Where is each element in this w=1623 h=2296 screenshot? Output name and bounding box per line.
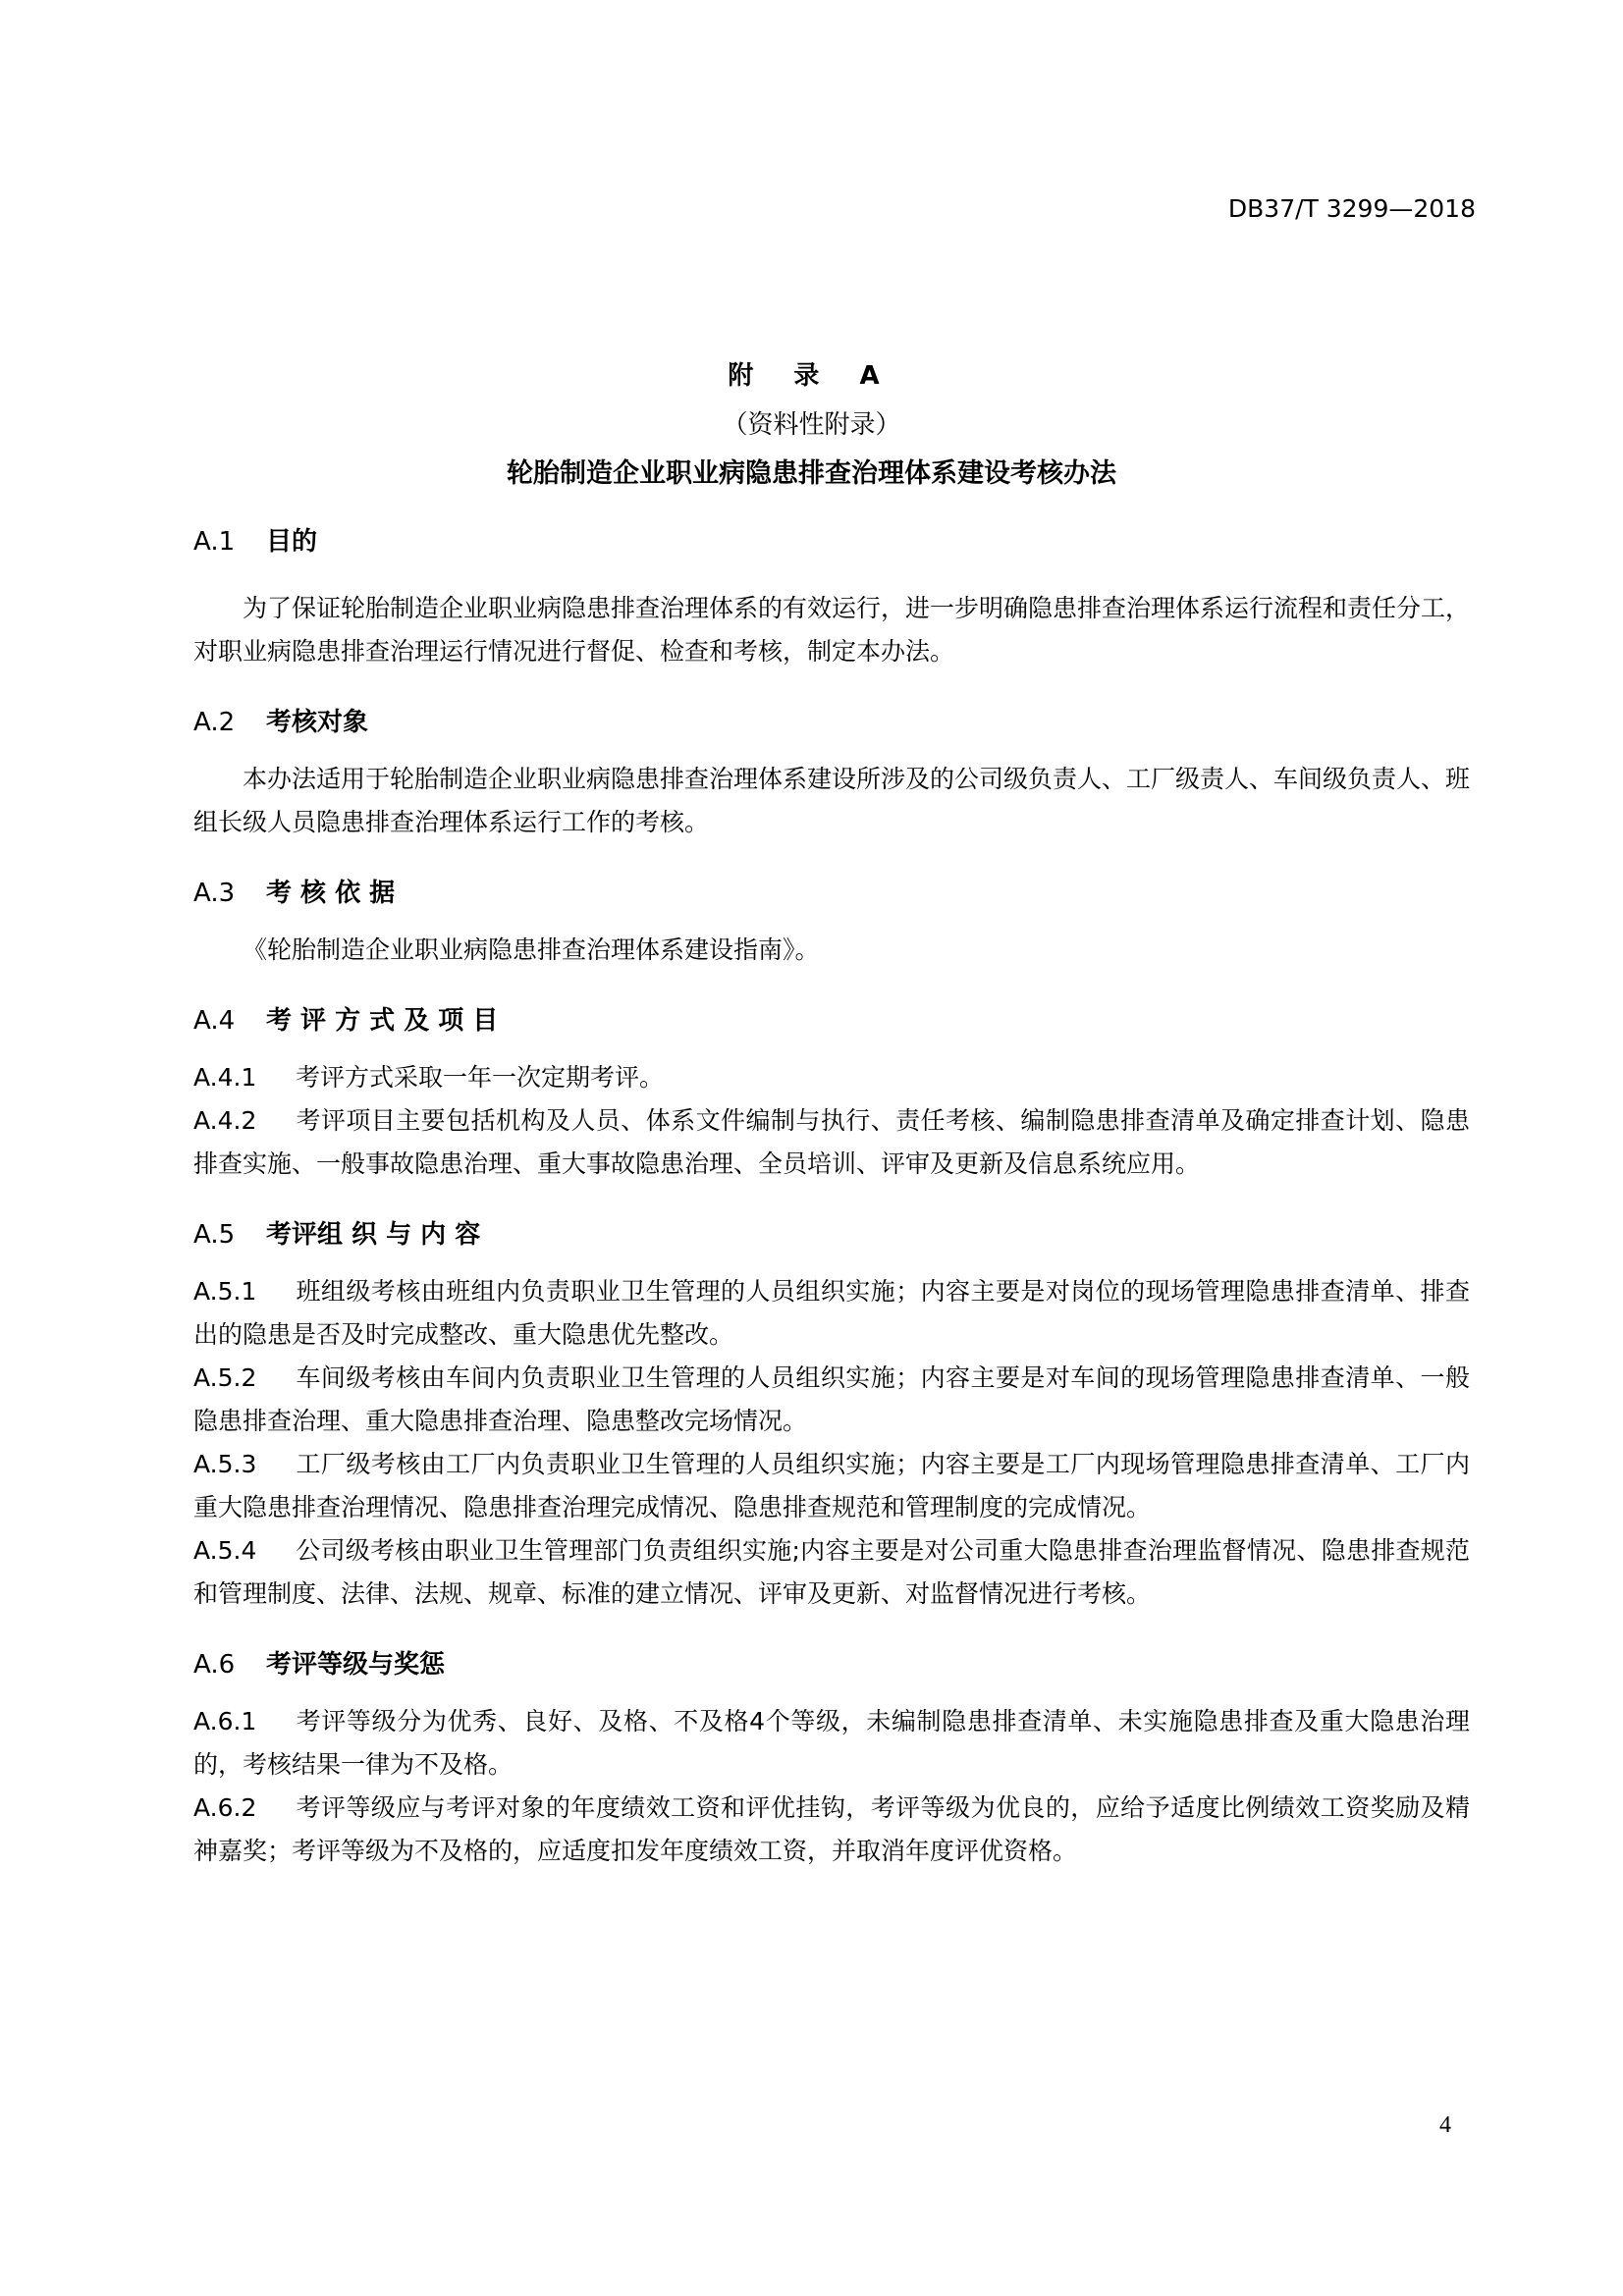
clause-item: [193, 1357, 1470, 1443]
clause-text: 考评等级应与考评对象的年度绩效工资和评优挂钩，考评等级为优良的，应给予适度比例绩效工资奖励及精神嘉奖；考评等级为不及格的，应适度扣发年度绩效工资，并取消年度评优资格。: [193, 1793, 1470, 1865]
section-paragraph: 《轮胎制造企业职业病隐患排查治理体系建设指南》。: [243, 935, 820, 964]
section-heading-a5: [193, 1213, 1470, 1256]
clause-text: 车间级考核由车间内负责职业卫生管理的人员组织实施；内容主要是对车间的现场管理隐患排查清单、一般隐患排查治理、重大隐患排查治理、隐患整改完场情况。: [193, 1363, 1470, 1435]
clause-item: [193, 1443, 1470, 1529]
clause-number: A.5.1: [193, 1277, 257, 1306]
title-block: [0, 351, 1623, 499]
section-title: 考 核 依 据: [266, 879, 396, 908]
clause-text: 工厂级考核由工厂内负责职业卫生管理的人员组织实施；内容主要是工厂内现场管理隐患排查清单、工厂内重大隐患排查治理情况、隐患排查治理完成情况、隐患排查规范和管理制度的完成情况。: [193, 1450, 1470, 1522]
section-number: A.2: [193, 708, 236, 737]
section-heading-a3: [193, 872, 1470, 915]
clause-item: [193, 1270, 1470, 1357]
clause-text: 公司级考核由职业卫生管理部门负责组织实施;内容主要是对公司重大隐患排查治理监督情况、隐患排查规范和管理制度、法律、法规、规章、标准的建立情况、评审及更新、对监督情况进行考核。: [193, 1536, 1470, 1608]
clause-number: A.4.1: [193, 1063, 257, 1092]
appendix-label: 附 录 A: [728, 361, 895, 391]
standard-code: DB37/T 3299—2018: [1227, 194, 1476, 223]
clause-item: [193, 1700, 1470, 1787]
page-title: 轮胎制造企业职业病隐患排查治理体系建设考核办法: [507, 458, 1116, 489]
clause-number: A.6.1: [193, 1707, 257, 1735]
clause-number: A.6.2: [193, 1793, 257, 1822]
section-heading-a6: [193, 1643, 1470, 1686]
clause-list: [193, 1270, 1470, 1616]
page-number: 4: [1439, 2112, 1451, 2138]
section-number: A.4: [193, 1006, 236, 1036]
section-title: 考核对象: [266, 708, 369, 737]
section-paragraph: 本办法适用于轮胎制造企业职业病隐患排查治理体系建设所涉及的公司级负责人、工厂级责人、车间级负责人、班组长级人员隐患排查治理体系运行工作的考核。: [193, 765, 1471, 836]
clause-item: [193, 1529, 1470, 1616]
clause-text: 考评项目主要包括机构及人员、体系文件编制与执行、责任考核、编制隐患排查清单及确定排查计划、隐患排查实施、一般事故隐患治理、重大事故隐患治理、全员培训、评审及更新及信息系统应用。: [193, 1106, 1470, 1178]
clause-number: A.5.2: [193, 1363, 257, 1392]
clause-item: [193, 1056, 1470, 1099]
section-number: A.5: [193, 1220, 236, 1250]
clause-text: 班组级考核由班组内负责职业卫生管理的人员组织实施；内容主要是对岗位的现场管理隐患排查清单、排查出的隐患是否及时完成整改、重大隐患优先整改。: [193, 1277, 1470, 1349]
section-heading-a2: [193, 701, 1470, 744]
clause-text: 考评等级分为优秀、良好、及格、不及格4个等级，未编制隐患排查清单、未实施隐患排查及重大隐患治理的，考核结果一律为不及格。: [193, 1707, 1470, 1779]
section-number: A.3: [193, 879, 236, 908]
clause-number: A.5.4: [193, 1536, 257, 1565]
clause-item: [193, 1787, 1470, 1873]
section-title: 考评组 织 与 内 容: [266, 1220, 481, 1250]
section-title: 考 评 方 式 及 项 目: [266, 1006, 499, 1036]
clause-number: A.5.3: [193, 1450, 257, 1478]
clause-item: [193, 1099, 1470, 1186]
clause-number: A.4.2: [193, 1106, 257, 1135]
section-title: 考评等级与奖惩: [266, 1650, 446, 1680]
section-number: A.6: [193, 1650, 236, 1680]
clause-text: 考评方式采取一年一次定期考评。: [296, 1063, 665, 1092]
section-paragraph: 为了保证轮胎制造企业职业病隐患排查治理体系的有效运行，进一步明确隐患排查治理体系运行流程和责任分工，对职业病隐患排查治理运行情况进行督促、检查和考核，制定本办法。: [193, 594, 1471, 666]
clause-list: [193, 1056, 1470, 1186]
section-number: A.1: [193, 527, 236, 557]
section-title: 目的: [266, 527, 318, 557]
section-heading-a4: [193, 999, 1470, 1042]
document-body: [193, 520, 1470, 1873]
section-heading-a1: [193, 520, 1470, 563]
clause-list: [193, 1700, 1470, 1873]
appendix-type: （资料性附录）: [722, 410, 901, 440]
